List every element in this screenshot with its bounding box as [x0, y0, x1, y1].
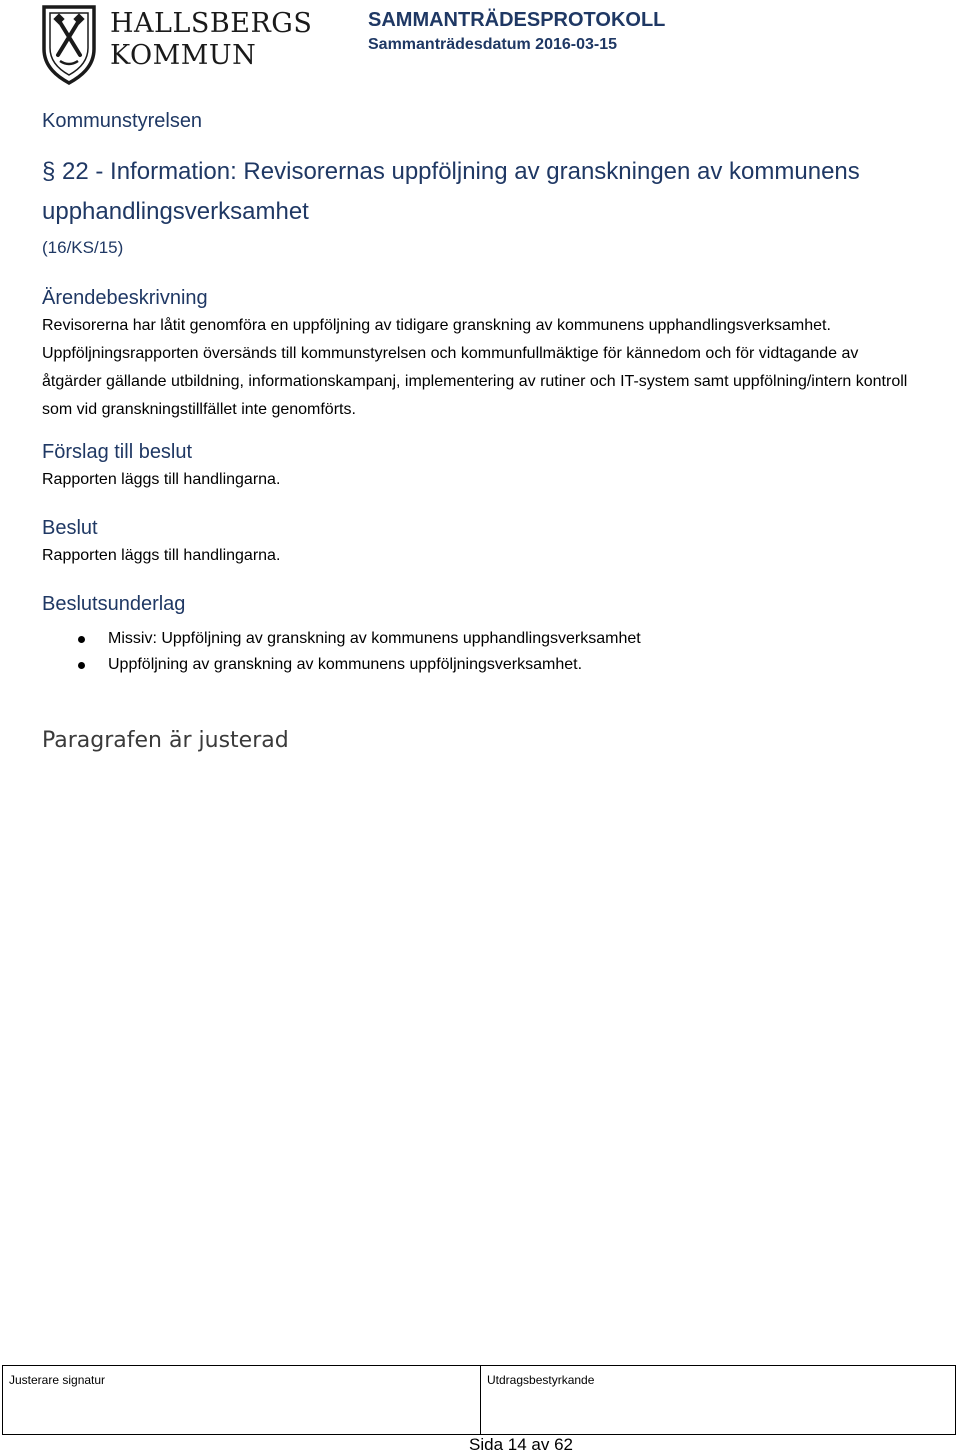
- page-number: Sida 14 av 62: [469, 1435, 573, 1454]
- proposal-section: [42, 438, 922, 494]
- case-reference: (16/KS/15): [42, 238, 124, 257]
- extract-certification-label: Utdragsbestyrkande: [487, 1373, 595, 1387]
- description-section: [42, 284, 922, 424]
- signature-box: [2, 1365, 956, 1435]
- organization-name: Kommunstyrelsen: [42, 110, 203, 132]
- list-item: [42, 626, 922, 652]
- decision-heading: Beslut: [42, 517, 98, 539]
- decision-text: Rapporten läggs till handlingarna.: [42, 547, 281, 564]
- section-title: § 22 - Information: Revisorernas uppföljning av granskningen av kommunens upphandlingsverksamhet: [42, 158, 860, 225]
- bullet-icon: [78, 636, 85, 643]
- approver-signature-label: Justerare signatur: [9, 1373, 106, 1387]
- description-text: Revisorerna har låtit genomföra en uppföljning av tidigare granskning av kommunens upphandlingsverksamhet. Uppföljningsrapporten översänds till kommunstyrelsen och kommunfullmäktige för kännedom och för vidtagande av åtgärder gällande utbildning, informationskampanj, implementering av rutiner och IT-system samt uppfölning/intern kontroll som vid granskningstillfället inte genomförts.: [42, 317, 908, 418]
- protocol-header: [368, 6, 665, 56]
- basis-item-text: Missiv: Uppföljning av granskning av kommunens upphandlingsverksamhet: [108, 630, 641, 647]
- adjusted-note: Paragrafen är justerad: [42, 728, 289, 753]
- bullet-icon: [78, 662, 85, 669]
- footer-divider: [480, 1366, 481, 1434]
- meeting-date: Sammanträdesdatum 2016-03-15: [368, 36, 618, 53]
- protocol-title: SAMMANTRÄDESPROTOKOLL: [368, 9, 666, 31]
- description-heading: Ärendebeskrivning: [42, 287, 208, 309]
- proposal-text: Rapporten läggs till handlingarna.: [42, 471, 281, 488]
- basis-heading: Beslutsunderlag: [42, 593, 186, 615]
- logo-line-2: KOMMUN: [110, 40, 257, 71]
- page-header: [0, 0, 960, 100]
- municipality-logo: [110, 8, 313, 72]
- basis-item-text: Uppföljning av granskning av kommunens uppföljningsverksamhet.: [108, 656, 583, 673]
- basis-section: [42, 590, 922, 678]
- list-item: [42, 652, 922, 678]
- logo-line-1: HALLSBERGS: [110, 8, 313, 39]
- municipal-crest-icon: [40, 3, 98, 85]
- basis-list: [42, 626, 922, 678]
- proposal-heading: Förslag till beslut: [42, 441, 193, 463]
- decision-section: [42, 514, 922, 570]
- document-body: [42, 106, 922, 756]
